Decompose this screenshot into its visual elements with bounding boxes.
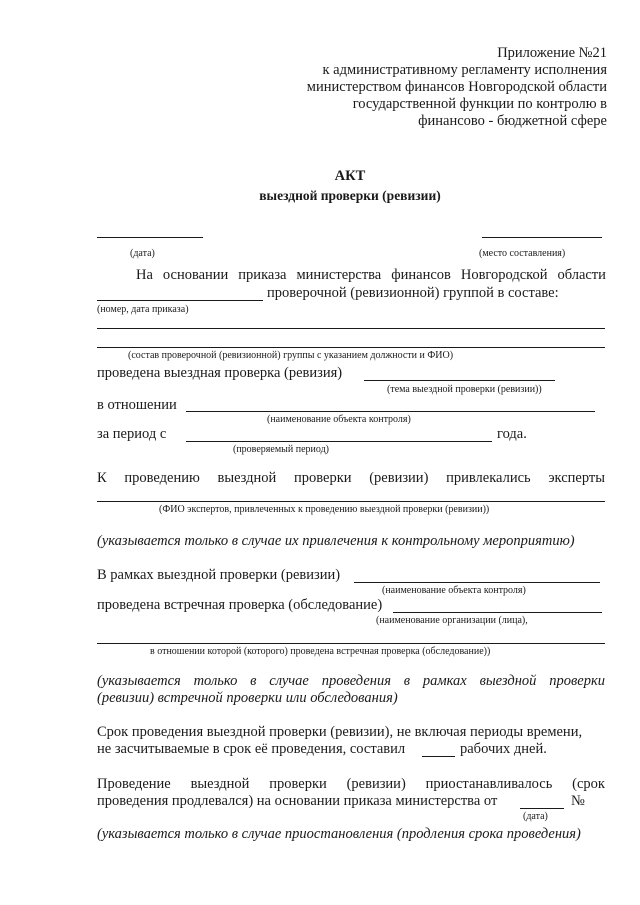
basis-word: Новгородской — [460, 267, 548, 283]
note-word: в — [250, 673, 257, 689]
year-label: года. — [497, 426, 527, 442]
term-line-1: Срок проведения выездной проверки (ревизии), не включая периоды времени, — [97, 724, 583, 740]
appendix-line-2: к административному регламенту исполнения — [322, 62, 607, 78]
date-field-line[interactable] — [97, 237, 203, 238]
experts-caption: (ФИО экспертов, привлеченных к проведению выездной проверки (ревизии)) — [159, 504, 490, 515]
order-caption: (номер, дата приказа) — [97, 304, 189, 315]
suspend-word: (ревизии) — [346, 776, 406, 792]
experts-line — [97, 470, 605, 487]
suspend-word: приостанавливалось — [425, 776, 553, 792]
topic-field-line[interactable] — [364, 380, 555, 381]
experts-field-line[interactable] — [97, 501, 605, 502]
note-word: проверки — [549, 673, 605, 689]
suspend-word: Проведение — [97, 776, 171, 792]
note-suspend: (указывается только в случае приостановления (продления срока проведения) — [97, 826, 581, 842]
basis-line — [136, 267, 606, 284]
basis-word: приказа — [238, 267, 287, 283]
suspend-number-sign: № — [571, 793, 585, 809]
conducted-label: проведена выездная проверка (ревизия) — [97, 365, 343, 381]
note-experts: (указывается только в случае их привлечения к контрольному мероприятию) — [97, 533, 575, 549]
appendix-line-4: государственной функции по контролю в — [352, 96, 607, 112]
object2-field-line[interactable] — [354, 582, 600, 583]
regarding-label: в отношении — [97, 397, 177, 413]
suspend-word: проверки — [269, 776, 327, 792]
experts-word: привлекались — [446, 470, 531, 486]
title-akt: АКТ — [334, 168, 366, 184]
suspend-line-1 — [97, 776, 605, 793]
place-caption: (место составления) — [479, 248, 566, 259]
within-label: В рамках выездной проверки (ревизии) — [97, 567, 341, 583]
note-word: в — [403, 673, 411, 689]
object-caption: (наименование объекта контроля) — [267, 414, 411, 425]
note-word: выездной — [479, 673, 537, 689]
appendix-number: Приложение №21 — [497, 45, 607, 61]
appendix-line-3: министерством финансов Новгородской области — [306, 79, 607, 95]
suspend-word: выездной — [190, 776, 250, 792]
title-subtitle: выездной проверки (ревизии) — [259, 188, 441, 203]
note-word: только — [193, 673, 238, 689]
suspend-date-field-line[interactable] — [520, 808, 564, 809]
term-line-2a: не засчитываемые в срок её проведения, составил — [97, 741, 406, 757]
period-label: за период с — [97, 426, 167, 442]
basis-word: основании — [162, 267, 229, 283]
experts-word: выездной — [217, 470, 277, 486]
basis-word: министерства — [296, 267, 382, 283]
note-word: (указывается — [97, 673, 181, 689]
topic-caption: (тема выездной проверки (ревизии)) — [387, 384, 542, 395]
group-text: проверочной (ревизионной) группой в составе: — [267, 285, 559, 301]
term-line-2b: рабочих дней. — [460, 741, 547, 757]
basis-word: области — [557, 267, 606, 283]
object2-caption: (наименование объекта контроля) — [382, 585, 526, 596]
note-word: рамках — [422, 673, 467, 689]
days-field-line[interactable] — [422, 756, 455, 757]
counter-check-label: проведена встречная проверка (обследование) — [97, 597, 383, 613]
counter-caption: в отношении которой (которого) проведена встречная проверка (обследование)) — [150, 646, 491, 657]
place-field-line[interactable] — [482, 237, 602, 238]
note-counter-line-1 — [97, 673, 605, 690]
suspend-line-2: проведения продлевался) на основании приказа министерства от — [97, 793, 498, 809]
object-field-line[interactable] — [186, 411, 595, 412]
experts-word: проведению — [124, 470, 200, 486]
group-field-line-1[interactable] — [97, 328, 605, 329]
experts-word: К — [97, 470, 107, 486]
suspend-word: (срок — [572, 776, 605, 792]
group-field-line-2[interactable] — [97, 347, 605, 348]
date2-caption: (дата) — [523, 811, 548, 822]
document-title — [200, 168, 500, 204]
period-field-line[interactable] — [186, 441, 492, 442]
note-word: проведения — [321, 673, 391, 689]
basis-word: На — [136, 267, 153, 283]
counter-field-line[interactable] — [97, 643, 605, 644]
appendix-header — [247, 45, 607, 130]
experts-word: (ревизии) — [369, 470, 429, 486]
note-word: случае — [269, 673, 309, 689]
basis-word: финансов — [391, 267, 451, 283]
experts-word: эксперты — [548, 470, 605, 486]
period-caption: (проверяемый период) — [233, 444, 329, 455]
group-caption: (состав проверочной (ревизионной) группы с указанием должности и ФИО) — [128, 350, 454, 361]
appendix-line-5: финансово - бюджетной сфере — [418, 113, 607, 129]
note-counter-line-2: (ревизии) встречной проверки или обследования) — [97, 690, 398, 706]
date-caption: (дата) — [130, 248, 155, 259]
order-field-line[interactable] — [97, 300, 263, 301]
org-caption: (наименование организации (лица), — [376, 615, 528, 626]
org-field-line[interactable] — [393, 612, 602, 613]
experts-word: проверки — [294, 470, 352, 486]
